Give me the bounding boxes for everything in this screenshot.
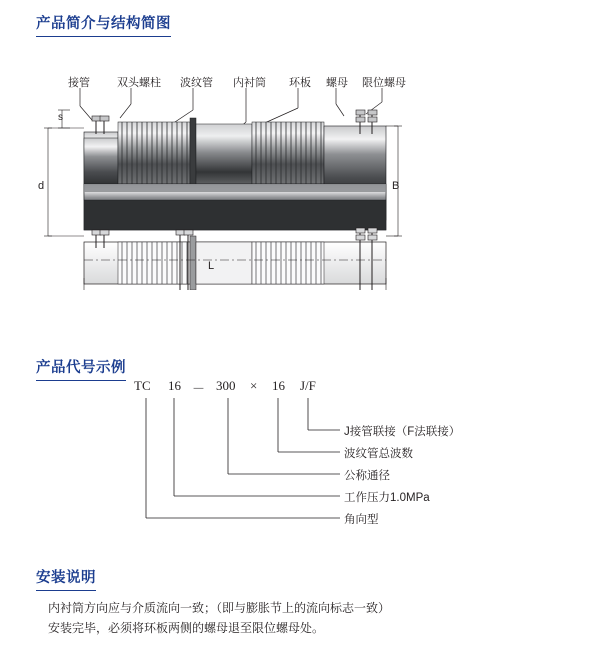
code-token-pressure: 16	[168, 378, 181, 393]
code-desc-working-pressure: 工作压力1.0MPa	[344, 492, 430, 504]
code-token-connection: J/F	[300, 378, 316, 393]
code-token-waves: 16	[272, 378, 285, 393]
code-token-series: TC	[134, 378, 151, 393]
callout-label-nozzle: 接管	[68, 77, 90, 89]
dimension-label-B: B	[392, 180, 400, 192]
install-notes	[48, 598, 568, 638]
code-desc-type: 角向型	[344, 514, 379, 526]
code-token-diameter: 300	[216, 378, 236, 393]
callout-label-ring-plate: 环板	[289, 77, 311, 89]
install-note-line-2: 安装完毕，必须将环板两侧的螺母退至限位螺母处。	[48, 621, 325, 635]
product-code-leader-lines	[0, 378, 600, 553]
code-token-times: ×	[250, 378, 258, 393]
callout-label-liner: 内衬筒	[233, 77, 266, 89]
callout-label-bellows: 波纹管	[180, 77, 213, 89]
dimension-label-d: d	[38, 180, 45, 192]
section-title-install: 安装说明	[36, 566, 96, 587]
section-title-product-code: 产品代号示例	[36, 356, 126, 377]
section-title-intro: 产品简介与结构简图	[36, 12, 171, 33]
dimension-label-s: s	[58, 112, 63, 123]
install-note-line-1: 内衬筒方向应与介质流向一致；（即与膨胀节上的流向标志一致）	[48, 601, 391, 615]
callout-label-double-stud: 双头螺柱	[117, 77, 161, 89]
callout-label-limit-nut: 限位螺母	[362, 77, 406, 89]
code-desc-wave-count: 波纹管总波数	[344, 448, 413, 460]
dimension-label-L: L	[208, 260, 215, 272]
code-token-dash: －	[192, 381, 206, 396]
callout-label-nut: 螺母	[326, 77, 348, 89]
code-desc-connection: J接管联接（F法联接）	[344, 426, 461, 438]
structure-diagram	[0, 60, 600, 290]
code-desc-nominal-diameter: 公称通径	[344, 470, 390, 482]
diagram-svg	[0, 60, 600, 290]
product-code-diagram	[0, 378, 600, 553]
